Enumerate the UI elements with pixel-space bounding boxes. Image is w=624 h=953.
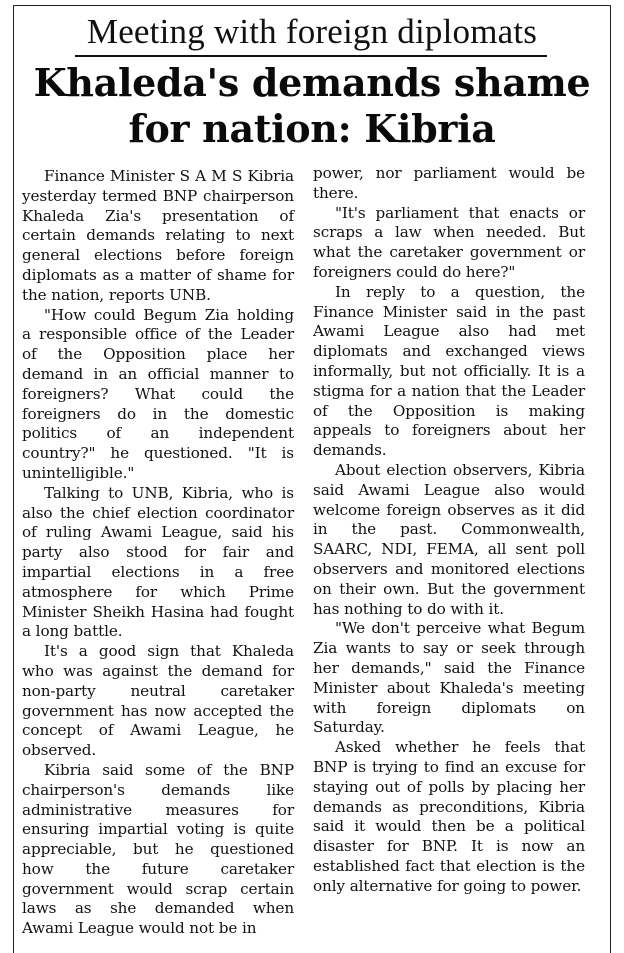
paragraph: Finance Minister S A M S Kibria yesterday termed BNP chairperson Khaleda Zia's presentation of certain demands relating to next general elections before foreign diplomats as a matter of shame for the nation, reports UNB. [22,167,294,304]
paragraph: About election observers, Kibria said Awami League also would welcome foreign observes as it did in the past. Commonwealth, SAARC, NDI, FEMA, all sent poll observers and monitored elections on their own. But the government has nothing to do with it. [313,460,585,618]
paragraph: Kibria said some of the BNP chairperson's demands like administrative measures for ensuring impartial voting is quite appreciable, but he questioned how the future caretaker government would scrap certain laws as she demanded when Awami League would not be in [22,760,294,938]
paragraph: "We don't perceive what Begum Zia wants to say or seek through her demands," said the Finance Minister about Khaleda's meeting with foreign diplomats on Saturday. [313,619,585,737]
article-column-right [313,164,585,896]
paragraph: Talking to UNB, Kibria, who is also the chief election coordinator of ruling Awami League, said his party also stood for fair and impartial elections in a free atmosphere for which Prime Minister Sheikh Hasina had fought a long battle. [22,483,294,641]
headline-line-1: Khaleda's demands shame [33,60,591,105]
paragraph-continuation: power, nor parliament would be there. [313,164,585,202]
paragraph: "How could Begum Zia holding a responsible office of the Leader of the Opposition place her demand in an official manner to foreigners? What could the foreigners do in the domestic politics of an independent country?" he questioned. "It is unintelligible." [22,305,294,482]
article-column-left [22,167,294,939]
paragraph: Asked whether he feels that BNP is trying to find an excuse for staying out of polls by placing her demands as preconditions, Kibria said it would then be a political disaster for BNP. It is now an established fact that election is the only alternative for going to power. [313,738,585,895]
kicker-heading: Meeting with foreign diplomats [86,12,538,51]
kicker-underline [75,55,547,57]
headline [13,60,611,152]
paragraph: It's a good sign that Khaleda who was against the demand for non-party neutral caretaker government has now accepted the concept of Awami League, he observed. [22,642,294,760]
paragraph: "It's parliament that enacts or scraps a law when needed. But what the caretaker government or foreigners could do here?" [313,203,585,281]
headline-line-2: for nation: Kibria [128,106,496,151]
paragraph: In reply to a question, the Finance Minister said in the past Awami League also had met diplomats and exchanged views informally, but not officially. It is a stigma for a nation that the Leader of the Opposition is making appeals to foreigners about her demands. [313,282,585,460]
